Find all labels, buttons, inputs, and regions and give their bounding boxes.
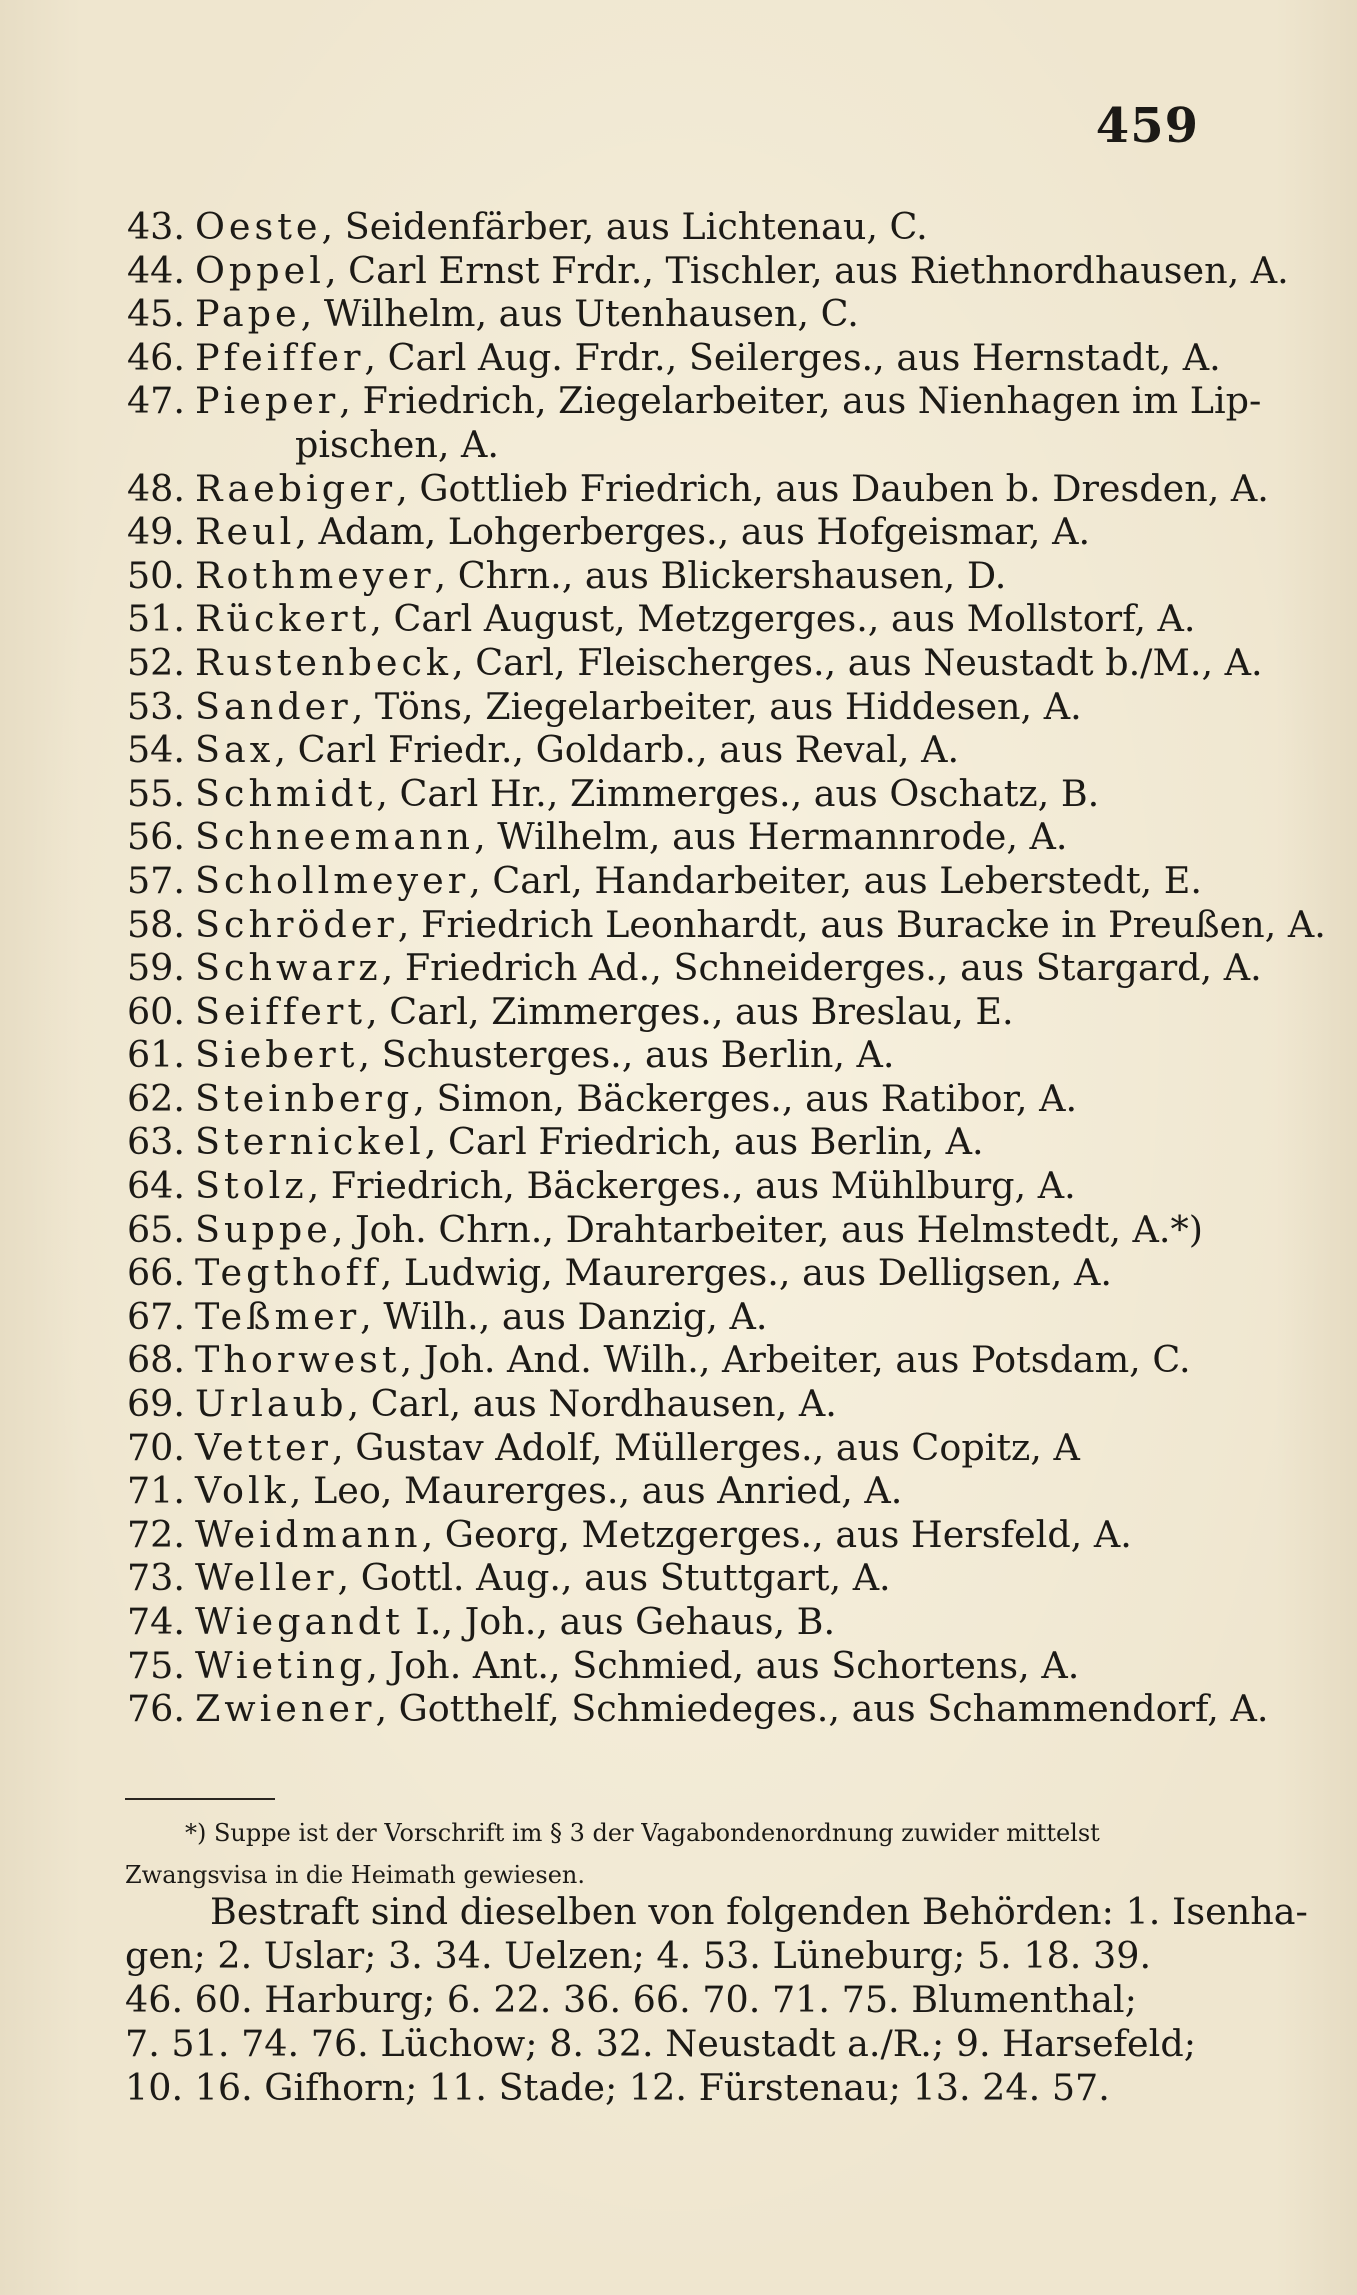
entry-name: Oeste bbox=[195, 205, 322, 248]
entry-list bbox=[95, 205, 1326, 1731]
entry-number: 61. bbox=[126, 1033, 185, 1077]
footnote-line: Zwangsvisa in die Heimath gewiesen. bbox=[125, 1861, 585, 1889]
entry-name: Sternickel bbox=[195, 1120, 425, 1164]
list-item bbox=[95, 1033, 1245, 1077]
list-item bbox=[95, 510, 1245, 554]
entry-text bbox=[195, 336, 1245, 380]
entry-number: 76. bbox=[126, 1687, 185, 1731]
list-item bbox=[95, 1644, 1245, 1688]
entry-name: Schwarz bbox=[195, 946, 382, 990]
entry-text bbox=[195, 249, 1289, 293]
summary-line: 10. 16. Gifhorn; 11. Stade; 12. Fürstenau; 13. 24. 57. bbox=[125, 2066, 1110, 2109]
entry-name: Weidmann bbox=[195, 1512, 422, 1556]
entry-text bbox=[195, 685, 1245, 729]
entry-text bbox=[195, 1077, 1245, 1121]
list-item bbox=[95, 640, 1263, 685]
entry-text bbox=[195, 859, 1245, 903]
entry-number: 47. bbox=[126, 379, 185, 423]
entry-name: Rustenbeck bbox=[195, 640, 453, 684]
entry-name: Steinberg bbox=[195, 1076, 414, 1120]
entry-name: Raebiger bbox=[195, 466, 397, 510]
entry-text bbox=[195, 1251, 1245, 1295]
list-item bbox=[95, 902, 1326, 947]
entry-number: 57. bbox=[126, 858, 185, 902]
entry-name: Weller bbox=[195, 1556, 338, 1600]
entry-number: 71. bbox=[126, 1469, 185, 1513]
entry-text bbox=[195, 1469, 1245, 1513]
entry-text bbox=[195, 772, 1245, 816]
entry-details: , Georg, Metzgerges., aus Hersfeld, A. bbox=[421, 1512, 1132, 1556]
entry-text bbox=[195, 1687, 1268, 1731]
entry-text bbox=[195, 1382, 1245, 1426]
entry-details: , Simon, Bäckerges., aus Ratibor, A. bbox=[413, 1076, 1078, 1120]
entry-details: , Friedrich Leonhardt, aus Buracke in Preußen, A. bbox=[397, 902, 1326, 946]
entry-details: , Joh. Chrn., Drahtarbeiter, aus Helmstedt, A.*) bbox=[331, 1207, 1203, 1251]
list-item bbox=[95, 728, 1245, 772]
entry-number: 62. bbox=[126, 1076, 185, 1120]
entry-continuation: pischen, A. bbox=[295, 422, 499, 466]
entry-number: 60. bbox=[126, 989, 185, 1033]
entry-name: Schneemann bbox=[195, 815, 475, 859]
list-item bbox=[95, 1120, 1245, 1164]
entry-details: , Leo, Maurerges., aus Anried, A. bbox=[289, 1469, 903, 1513]
entry-text bbox=[195, 728, 1245, 772]
entry-number: 49. bbox=[126, 510, 185, 554]
entry-name: Sander bbox=[195, 684, 352, 728]
entry-text bbox=[195, 205, 1245, 249]
entry-details: , Joh. And. Wilh., Arbeiter, aus Potsdam, C. bbox=[400, 1338, 1191, 1382]
list-item bbox=[95, 1077, 1245, 1121]
entry-name: Pfeiffer bbox=[195, 335, 365, 379]
entry-text bbox=[195, 641, 1263, 685]
entry-number: 72. bbox=[126, 1512, 185, 1556]
list-item bbox=[95, 379, 1262, 423]
entry-text bbox=[195, 467, 1269, 511]
entry-text bbox=[195, 1208, 1245, 1252]
list-item bbox=[95, 1556, 1245, 1600]
entry-number: 53. bbox=[126, 684, 185, 728]
entry-name: Suppe bbox=[195, 1207, 332, 1251]
entry-name: Zwiener bbox=[195, 1687, 376, 1731]
entry-number: 52. bbox=[126, 640, 185, 684]
list-item bbox=[95, 1600, 1245, 1644]
list-item bbox=[95, 1295, 1245, 1339]
list-item bbox=[95, 466, 1269, 511]
entry-text bbox=[195, 1164, 1245, 1208]
entry-details: , Schusterges., aus Berlin, A. bbox=[358, 1033, 895, 1077]
entry-details: , Carl Aug. Frdr., Seilerges., aus Hernstadt, A. bbox=[364, 335, 1221, 379]
entry-name: Teßmer bbox=[195, 1294, 361, 1338]
entry-details: , Joh. Ant., Schmied, aus Schortens, A. bbox=[366, 1643, 1080, 1687]
entry-number: 51. bbox=[126, 597, 185, 641]
entry-number: 45. bbox=[126, 292, 185, 336]
list-item bbox=[95, 336, 1245, 380]
footnote-rule bbox=[125, 1798, 275, 1800]
entry-details: , Seidenfärber, aus Lichtenau, C. bbox=[321, 205, 928, 248]
list-item bbox=[95, 597, 1245, 641]
entry-name: Pape bbox=[195, 292, 301, 336]
entry-text bbox=[195, 510, 1245, 554]
entry-details: , Gotthelf, Schmiedeges., aus Schammendorf, A. bbox=[375, 1687, 1269, 1731]
list-item bbox=[95, 554, 1245, 598]
list-item bbox=[95, 1382, 1245, 1426]
entry-text bbox=[195, 990, 1245, 1034]
entry-text bbox=[195, 554, 1245, 598]
list-item bbox=[95, 205, 1245, 249]
list-item bbox=[95, 292, 1245, 336]
entry-details: I., Joh., aus Gehaus, B. bbox=[403, 1600, 836, 1643]
list-item bbox=[95, 1426, 1245, 1470]
entry-number: 67. bbox=[126, 1294, 185, 1338]
entry-name: Schröder bbox=[195, 902, 398, 946]
entry-name: Oppel bbox=[195, 248, 325, 292]
entry-number: 68. bbox=[126, 1338, 185, 1382]
entry-details: , Adam, Lohgerberges., aus Hofgeismar, A. bbox=[295, 510, 1091, 554]
entry-name: Sax bbox=[195, 728, 275, 772]
list-item bbox=[95, 248, 1289, 293]
entry-name: Urlaub bbox=[195, 1382, 348, 1426]
entry-text bbox=[195, 946, 1262, 990]
entry-name: Rückert bbox=[195, 597, 371, 641]
entry-details: , Wilh., aus Danzig, A. bbox=[360, 1294, 768, 1338]
list-item bbox=[95, 685, 1245, 729]
entry-number: 58. bbox=[126, 902, 185, 946]
entry-details: , Carl, Fleischerges., aus Neustadt b./M., A. bbox=[452, 640, 1263, 684]
entry-details: , Gottlieb Friedrich, aus Dauben b. Dresden, A. bbox=[396, 466, 1269, 510]
entry-details: , Friedrich, Bäckerges., aus Mühlburg, A. bbox=[307, 1164, 1076, 1208]
entry-number: 46. bbox=[126, 335, 185, 379]
entry-number: 64. bbox=[126, 1164, 185, 1208]
entry-text bbox=[195, 1120, 1245, 1164]
entry-number: 73. bbox=[126, 1556, 185, 1600]
entry-details: , Carl Friedr., Goldarb., aus Reval, A. bbox=[274, 728, 960, 772]
entry-name: Reul bbox=[195, 510, 296, 554]
entry-details: , Carl, aus Nordhausen, A. bbox=[347, 1382, 837, 1426]
summary-line: 7. 51. 74. 76. Lüchow; 8. 32. Neustadt a./R.; 9. Harsefeld; bbox=[125, 2022, 1196, 2065]
entry-name: Volk bbox=[195, 1469, 290, 1513]
entry-details: , Wilhelm, aus Utenhausen, C. bbox=[300, 292, 859, 336]
entry-number: 74. bbox=[126, 1600, 185, 1643]
list-item bbox=[95, 815, 1245, 859]
entry-name: Siebert bbox=[195, 1033, 359, 1077]
list-item bbox=[95, 1687, 1269, 1731]
summary-line: 46. 60. Harburg; 6. 22. 36. 66. 70. 71. 75. Blumenthal; bbox=[125, 1978, 1137, 2021]
entry-details: , Chrn., aus Blickershausen, D. bbox=[434, 553, 1007, 597]
entry-text bbox=[195, 1295, 1245, 1339]
entry-number: 75. bbox=[126, 1643, 185, 1687]
entry-number: 63. bbox=[126, 1120, 185, 1164]
entry-number: 54. bbox=[126, 728, 185, 772]
list-item bbox=[95, 1164, 1245, 1208]
entry-name: Rothmeyer bbox=[195, 553, 435, 597]
entry-text bbox=[195, 292, 1245, 336]
entry-text bbox=[195, 1600, 1245, 1644]
list-item bbox=[95, 1338, 1245, 1382]
list-item bbox=[95, 990, 1245, 1034]
entry-name: Thorwest bbox=[195, 1338, 401, 1382]
entry-name: Seiffert bbox=[195, 989, 367, 1033]
entry-details: , Wilhelm, aus Hermannrode, A. bbox=[474, 815, 1068, 859]
entry-number: 44. bbox=[126, 248, 185, 292]
entry-number: 43. bbox=[126, 205, 185, 248]
entry-details: , Friedrich, Ziegelarbeiter, aus Nienhagen im Lip- bbox=[339, 379, 1262, 423]
entry-text bbox=[195, 815, 1245, 859]
entry-name: Wieting bbox=[195, 1643, 367, 1687]
entry-text bbox=[195, 1033, 1245, 1077]
entry-text bbox=[195, 903, 1326, 947]
entry-text bbox=[195, 379, 1261, 423]
entry-name: Schollmeyer bbox=[195, 858, 470, 902]
entry-number: 50. bbox=[126, 553, 185, 597]
list-item bbox=[95, 946, 1262, 990]
entry-name: Stolz bbox=[195, 1164, 308, 1208]
entry-details: , Carl August, Metzgerges., aus Mollstorf, A. bbox=[370, 597, 1196, 641]
entry-number: 70. bbox=[126, 1425, 185, 1469]
entry-details: , Gottl. Aug., aus Stuttgart, A. bbox=[337, 1556, 891, 1600]
entry-details: , Carl Ernst Frdr., Tischler, aus Riethnordhausen, A. bbox=[324, 248, 1289, 292]
entry-details: , Carl, Handarbeiter, aus Leberstedt, E. bbox=[469, 858, 1202, 902]
entry-number: 65. bbox=[126, 1207, 185, 1251]
entry-name: Vetter bbox=[195, 1425, 332, 1469]
list-item bbox=[95, 1208, 1245, 1252]
entry-name: Tegthoff bbox=[195, 1251, 381, 1295]
entry-details: , Friedrich Ad., Schneiderges., aus Stargard, A. bbox=[381, 946, 1262, 990]
footnote bbox=[125, 1812, 1245, 1896]
entry-details: , Töns, Ziegelarbeiter, aus Hiddesen, A. bbox=[351, 684, 1082, 728]
entry-text bbox=[195, 597, 1245, 641]
entry-number: 55. bbox=[126, 771, 185, 815]
entry-number: 66. bbox=[126, 1251, 185, 1295]
summary-line: gen; 2. Uslar; 3. 34. Uelzen; 4. 53. Lüneburg; 5. 18. 39. bbox=[125, 1934, 1152, 1977]
list-item bbox=[95, 1513, 1245, 1557]
entry-name: Wiegandt bbox=[195, 1600, 404, 1643]
list-item bbox=[95, 1251, 1245, 1295]
entry-number: 59. bbox=[126, 946, 185, 990]
punishment-summary bbox=[125, 1890, 1308, 2110]
entry-details: , Carl, Zimmerges., aus Breslau, E. bbox=[366, 989, 1014, 1033]
entry-text bbox=[195, 1644, 1245, 1688]
entry-name: Schmidt bbox=[195, 771, 377, 815]
entry-details: , Ludwig, Maurerges., aus Delligsen, A. bbox=[380, 1251, 1112, 1295]
entry-text bbox=[195, 1338, 1245, 1382]
entry-text bbox=[195, 1556, 1245, 1600]
list-item bbox=[95, 772, 1245, 816]
entry-text bbox=[195, 1426, 1245, 1470]
list-item bbox=[95, 1469, 1245, 1513]
list-item bbox=[95, 859, 1245, 903]
entry-details: , Carl Hr., Zimmerges., aus Oschatz, B. bbox=[376, 771, 1100, 815]
summary-line: Bestraft sind dieselben von folgenden Behörden: 1. Isenha- bbox=[210, 1890, 1308, 1933]
entry-text bbox=[195, 1513, 1245, 1557]
entry-details: , Carl Friedrich, aus Berlin, A. bbox=[424, 1120, 984, 1164]
entry-details: , Gustav Adolf, Müllerges., aus Copitz, A bbox=[332, 1425, 1080, 1469]
entry-number: 48. bbox=[126, 466, 185, 510]
footnote-line: *) Suppe ist der Vorschrift im § 3 der Vagabondenordnung zuwider mittelst bbox=[185, 1819, 1100, 1847]
entry-number: 56. bbox=[126, 815, 185, 859]
entry-name: Pieper bbox=[195, 379, 340, 423]
page-number: 459 bbox=[1095, 98, 1199, 154]
entry-number: 69. bbox=[126, 1382, 185, 1426]
